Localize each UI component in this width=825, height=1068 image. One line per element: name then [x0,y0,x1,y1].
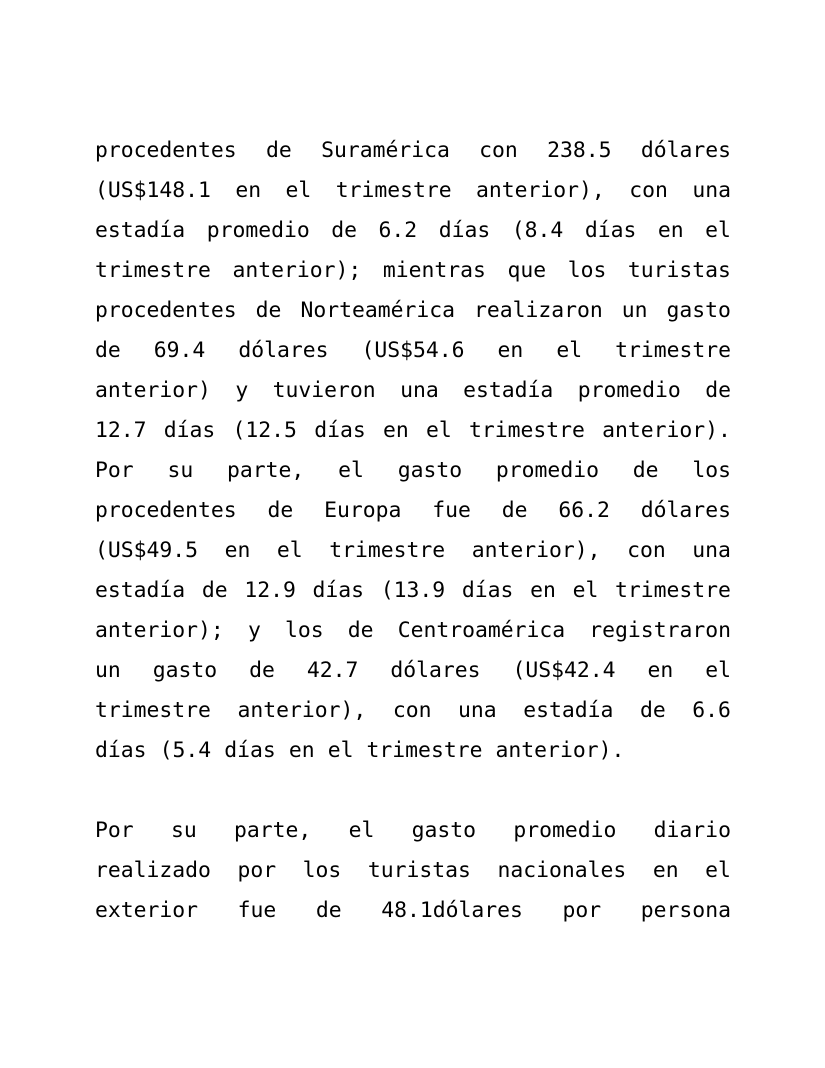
word: dólares [640,138,731,163]
word: una [692,538,731,563]
word: los [692,458,731,483]
word: trimestre [615,338,731,363]
word: trimestre [335,178,452,203]
word: su [170,818,197,843]
word: gasto [411,818,477,843]
word: los [302,858,342,883]
word: dólares [238,338,329,363]
word: de [315,898,342,923]
word: 6.2 [378,218,418,243]
word: exterior [95,898,199,923]
word: 66.2 [558,498,610,523]
word: Europa [324,498,402,523]
word: anterior), [471,538,601,563]
word: una [692,178,731,203]
word: 12.9 [244,578,296,603]
word: días [314,418,366,443]
word: procedentes [95,298,237,323]
word: el [348,818,375,843]
word: realizado [95,858,211,883]
word: (8.4 [511,218,564,243]
word: y [247,618,261,643]
word: de [265,138,292,163]
word: trimestre [95,698,211,723]
word: en [647,658,674,683]
word: días [95,738,147,763]
text-line [95,331,731,371]
paragraph-gasto-nacionales-exterior [95,811,731,931]
word: con [392,698,432,723]
word: en [288,738,315,763]
word: (US$49.5 [95,538,199,563]
word: el [327,738,354,763]
text-line [95,571,731,611]
word: el [285,178,312,203]
word: con [629,178,668,203]
word: el [705,218,731,243]
word: promedio [495,458,599,483]
text-line [95,891,731,931]
word: procedentes [95,138,237,163]
word: Suramérica [321,138,450,163]
text-line [95,531,731,571]
word: el [705,658,731,683]
word: (5.4 [159,738,212,763]
word: anterior); [95,618,224,643]
word: Por [95,458,134,483]
text-line [95,451,731,491]
text-line [95,491,731,531]
text-line [95,851,731,891]
word: que [507,258,547,283]
word: registraron [589,618,731,643]
word: fue [432,498,471,523]
word: gasto [666,298,731,323]
word: trimestre [615,578,731,603]
word: dólares [390,658,481,683]
word: tuvieron [272,378,376,403]
text-line [95,731,731,771]
word: un [621,298,648,323]
word: el [338,458,364,483]
word: anterior). [602,418,731,443]
word: (US$54.6 [361,338,465,363]
word: de [501,498,528,523]
word: de [347,618,374,643]
word: estadía [523,698,614,723]
word: estadía [463,378,554,403]
word: Norteamérica [300,298,455,323]
word: en [382,418,409,443]
word: de [249,658,275,683]
word: mientras [382,258,486,283]
word: días [438,218,491,243]
word: en [497,338,524,363]
word: persona [640,898,731,923]
word: el [572,578,599,603]
word: 12.7 [95,418,147,443]
word: días [461,578,514,603]
word: parte, [234,818,312,843]
word: anterior); [232,258,362,283]
word: el [705,858,731,883]
word: por [237,858,277,883]
word: anterior), [237,698,367,723]
word: trimestre [95,258,211,283]
word: gasto [397,458,463,483]
text-line [95,411,731,451]
text-line [95,171,731,211]
word: días [163,418,216,443]
word: gasto [152,658,218,683]
word: un [95,658,121,683]
word: los [567,258,607,283]
word: de [639,698,666,723]
word: trimestre [366,738,483,763]
word: turistas [367,858,471,883]
word: en [235,178,262,203]
text-line [95,691,731,731]
word: su [167,458,194,483]
word: diario [653,818,731,843]
word: promedio [513,818,617,843]
word: anterior). [495,738,625,763]
word: una [458,698,497,723]
word: (US$148.1 [95,178,211,203]
word: (13.9 [380,578,446,603]
word: el [556,338,583,363]
word: nacionales [497,858,627,883]
word: de [255,298,282,323]
word: de [201,578,228,603]
word: estadía [95,218,186,243]
word: (12.5 [232,418,297,443]
word: días [224,738,276,763]
word: en [224,538,251,563]
text-line [95,211,731,251]
word: el [276,538,303,563]
text-line [95,251,731,291]
word: 42.7 [306,658,359,683]
word: una [400,378,439,403]
word: de [267,498,294,523]
text-line [95,651,731,691]
word: trimestre [329,538,446,563]
word: de [331,218,358,243]
paragraph-gasto-por-region [95,131,731,771]
word: promedio [206,218,310,243]
word: días [312,578,365,603]
word: de [632,458,659,483]
word: 69.4 [153,338,206,363]
word: los [285,618,324,643]
word: procedentes [95,498,237,523]
word: y [235,378,249,403]
text-line [95,811,731,851]
word: realizaron [473,298,603,323]
word: trimestre [468,418,585,443]
word: 238.5 [547,138,612,163]
document-text-column [95,131,731,931]
word: estadía [95,578,186,603]
word: turistas [627,258,731,283]
paragraph-gap [95,771,731,811]
word: 6.6 [692,698,731,723]
text-line [95,371,731,411]
word: Centroamérica [397,618,566,643]
word: por [562,898,602,923]
word: anterior), [476,178,605,203]
word: días [584,218,637,243]
word: parte, [227,458,305,483]
word: dólares [640,498,731,523]
word: 48.1dólares [381,898,523,923]
word: promedio [577,378,681,403]
word: anterior) [95,378,211,403]
word: con [479,138,518,163]
word: en [652,858,679,883]
word: (US$42.4 [512,658,616,683]
word: el [425,418,452,443]
text-line [95,131,731,171]
word: Por [95,818,134,843]
word: fue [237,898,277,923]
word: con [627,538,666,563]
text-line [95,291,731,331]
text-line [95,611,731,651]
word: de [95,338,121,363]
word: de [705,378,731,403]
word: en [657,218,684,243]
word: en [530,578,556,603]
